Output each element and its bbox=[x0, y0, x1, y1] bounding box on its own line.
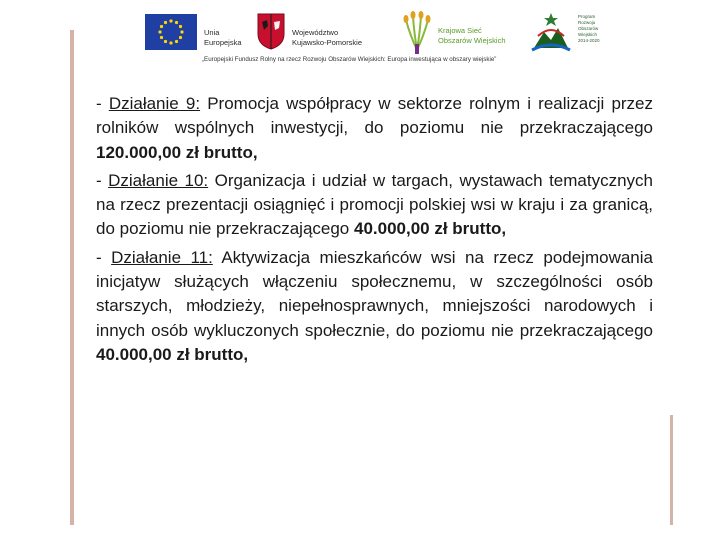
content bbox=[96, 92, 653, 371]
eu-label: Unia Europejska bbox=[204, 28, 242, 47]
right-accent-bar bbox=[670, 415, 673, 525]
list-item: - Działanie 9: Promocja współpracy w sektorze rolnym i realizacji przez rolników wspólnych inwestycji, do poziomu nie przekraczającego 120.000,00 zł brutto, bbox=[96, 94, 654, 162]
prow-logo-icon bbox=[528, 10, 574, 56]
eu-flag-icon bbox=[145, 14, 197, 50]
region-crest-icon bbox=[256, 12, 286, 50]
item-label: Działanie 9: bbox=[108, 94, 201, 113]
item-label: Działanie 10: bbox=[108, 170, 209, 190]
item-amount: 40.000,00 zł brutto, bbox=[96, 344, 249, 364]
logo-header bbox=[0, 0, 720, 70]
item-amount: 40.000,00 zł brutto, bbox=[353, 219, 507, 239]
ksow-label: Krajowa Sieć Obszarów Wiejskich bbox=[438, 26, 506, 45]
item-amount: 120.000,00 zł brutto, bbox=[96, 142, 258, 162]
list-item: - Działanie 10: Organizacja i udział w targach, wystawach tematycznych na rzecz prezentacji osiągnięć i promocji polskiej wsi w kraju i za granicą, do poziomu nie przekraczającego 40.000,00 zł brutto, bbox=[96, 170, 653, 239]
item-label: Działanie 11: bbox=[111, 247, 213, 267]
slogan: „Europejski Fundusz Rolny na rzecz Rozwoju Obszarów Wiejskich: Europa inwestująca w obszary wiejskie” bbox=[202, 56, 497, 63]
list-item: - Działanie 11: Aktywizacja mieszkańców wsi na rzecz podejmowania inicjatyw służących włączeniu społecznemu, w szczególności osób starszych, młodzieży, niepełnosprawnych, mniejszości narodowych i innych osób wykluczonych społecznie, do poziomu nie przekraczającego 40.000,00 zł brutto, bbox=[96, 247, 653, 364]
left-accent-bar bbox=[70, 30, 74, 525]
ksow-logo-icon bbox=[400, 10, 434, 56]
prow-label: Program Rozwoju Obszarów Wiejskich 2014-2020 bbox=[578, 14, 600, 43]
region-label: Województwo Kujawsko-Pomorskie bbox=[292, 28, 363, 47]
